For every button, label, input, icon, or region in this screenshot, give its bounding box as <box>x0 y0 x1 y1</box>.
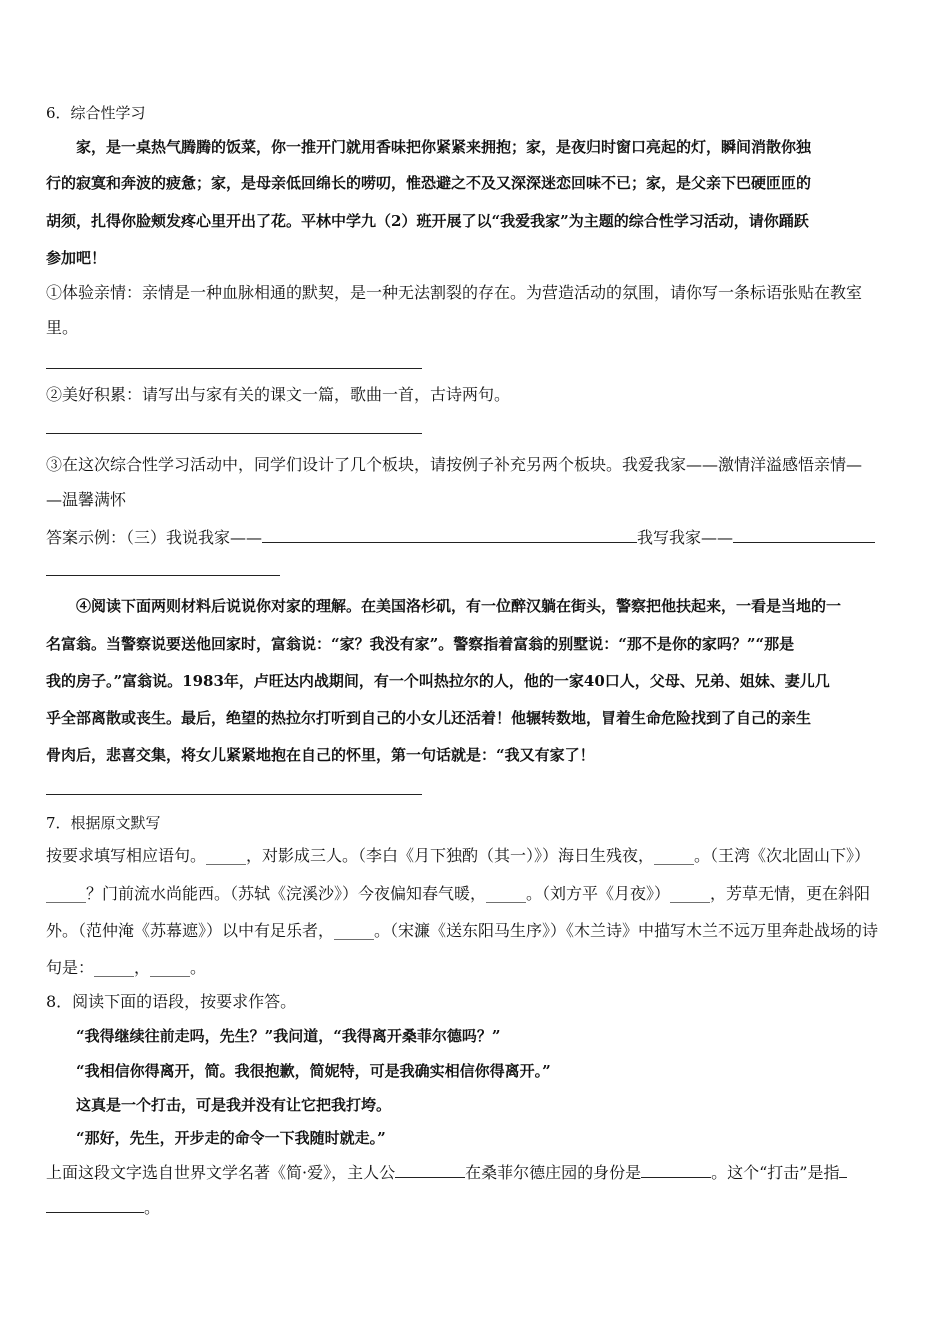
q8-question-part-c: 。这个“打击”是指 <box>711 1163 840 1182</box>
q7-line-3: 外。（范仲淹《苏幕遮》）以中有足乐者，_____。（宋濂《送东阳马生序》）《木兰诗》中描写木兰不远万里奔赴战场的诗 <box>46 921 879 940</box>
q8-question <box>46 1161 847 1183</box>
q6-item4-line-4: 乎全部离散或丧生。最后，绝望的热拉尔打听到自己的小女儿还活着！他辗转数地，冒着生命危险找到了自己的亲生 <box>46 709 812 727</box>
q8-question-end: 。 <box>144 1198 161 1217</box>
q6-intro-line-4: 参加吧！ <box>46 249 107 267</box>
q8-passage-line-4: “那好，先生，开步走的命令一下我随时就走。” <box>46 1129 386 1147</box>
q7-heading: 7．根据原文默写 <box>46 814 161 832</box>
q6-item4-answer-line[interactable] <box>46 794 422 795</box>
q8-question-part-a: 上面这段文字选自世界文学名著《简·爱》，主人公 <box>46 1163 396 1182</box>
q6-item3-answer-line[interactable] <box>46 575 280 576</box>
answer-example-middle: 我写我家—— <box>637 528 734 547</box>
q6-intro-line-3: 胡须，扎得你脸颊发疼心里开出了花。平林中学九（2）班开展了以“我爱我家”为主题的综合性学习活动，请你踊跃 <box>46 212 809 230</box>
q8-passage-line-2: “我相信你得离开，简。我很抱歉，简妮特，可是我确实相信你得离开。” <box>46 1062 551 1080</box>
answer-example-prefix: 答案示例：（三）我说我家—— <box>46 528 263 547</box>
answer-example-blank-2[interactable] <box>733 526 875 543</box>
q8-blank-identity[interactable] <box>641 1161 711 1178</box>
q6-item1-line-2: 里。 <box>46 318 79 337</box>
q8-question-line-2 <box>46 1196 160 1218</box>
q7-line-4: 句是：_____，_____。 <box>46 958 207 977</box>
q8-passage-line-3: 这真是一个打击，可是我并没有让它把我打垮。 <box>46 1096 392 1114</box>
q6-item4-line-1: ④阅读下面两则材料后说说你对家的理解。在美国洛杉矶，有一位醉汉躺在街头，警察把他扶起来，一看是当地的一 <box>46 597 842 615</box>
q6-item2-answer-line[interactable] <box>46 433 422 434</box>
q8-passage-line-1: “我得继续往前走吗，先生？”我问道，“我得离开桑菲尔德吗？” <box>46 1027 501 1045</box>
q7-line-1: 按要求填写相应语句。_____，对影成三人。（李白《月下独酌（其一）》）海日生残夜，_____。（王湾《次北固山下》） <box>46 846 871 865</box>
q6-item1-answer-line[interactable] <box>46 368 422 369</box>
q6-intro-line-1: 家，是一桌热气腾腾的饭菜，你一推开门就用香味把你紧紧来拥抱；家，是夜归时窗口亮起的灯，瞬间消散你独 <box>46 138 812 156</box>
q6-item4-line-3: 我的房子。”富翁说。1983年，卢旺达内战期间，有一个叫热拉尔的人，他的一家40口人，父母、兄弟、姐妹、妻儿几 <box>46 672 830 690</box>
q8-blank-protagonist[interactable] <box>395 1161 465 1178</box>
q6-item4-line-5: 骨肉后，悲喜交集，将女儿紧紧地抱在自己的怀里，第一句话就是：“我又有家了！ <box>46 746 595 764</box>
q8-heading: 8．阅读下面的语段，按要求作答。 <box>46 992 297 1011</box>
q6-item3-line-1: ③在这次综合性学习活动中，同学们设计了几个板块，请按例子补充另两个板块。我爱我家——激情洋溢感悟亲情— <box>46 455 863 474</box>
q7-line-2: _____？门前流水尚能西。（苏轼《浣溪沙》）今夜偏知春气暖，_____。（刘方平《月夜》）_____，芳草无情，更在斜阳 <box>46 884 871 903</box>
answer-example-blank-1[interactable] <box>262 526 637 543</box>
q6-heading: 6．综合性学习 <box>46 104 146 122</box>
q6-item2: ②美好积累：请写出与家有关的课文一篇，歌曲一首，古诗两句。 <box>46 385 511 404</box>
q6-item4-line-2: 名富翁。当警察说要送他回家时，富翁说：“家？我没有家”。警察指着富翁的别墅说：“那不是你的家吗？”“那是 <box>46 635 795 653</box>
q6-answer-example <box>46 526 875 548</box>
q8-question-part-b: 在桑菲尔德庄园的身份是 <box>465 1163 642 1182</box>
q6-item1-line-1: ①体验亲情：亲情是一种血脉相通的默契，是一种无法割裂的存在。为营造活动的氛围，请你写一条标语张贴在教室 <box>46 283 863 302</box>
q6-intro-line-2: 行的寂寞和奔波的疲惫；家，是母亲低回绵长的唠叨，惟恐避之不及又深深迷恋回味不已；家，是父亲下巴硬匝匝的 <box>46 174 812 192</box>
q8-blank-blow-b[interactable] <box>46 1196 144 1213</box>
q6-item3-line-2: —温馨满怀 <box>46 490 127 509</box>
q8-blank-blow-a[interactable] <box>839 1161 847 1178</box>
